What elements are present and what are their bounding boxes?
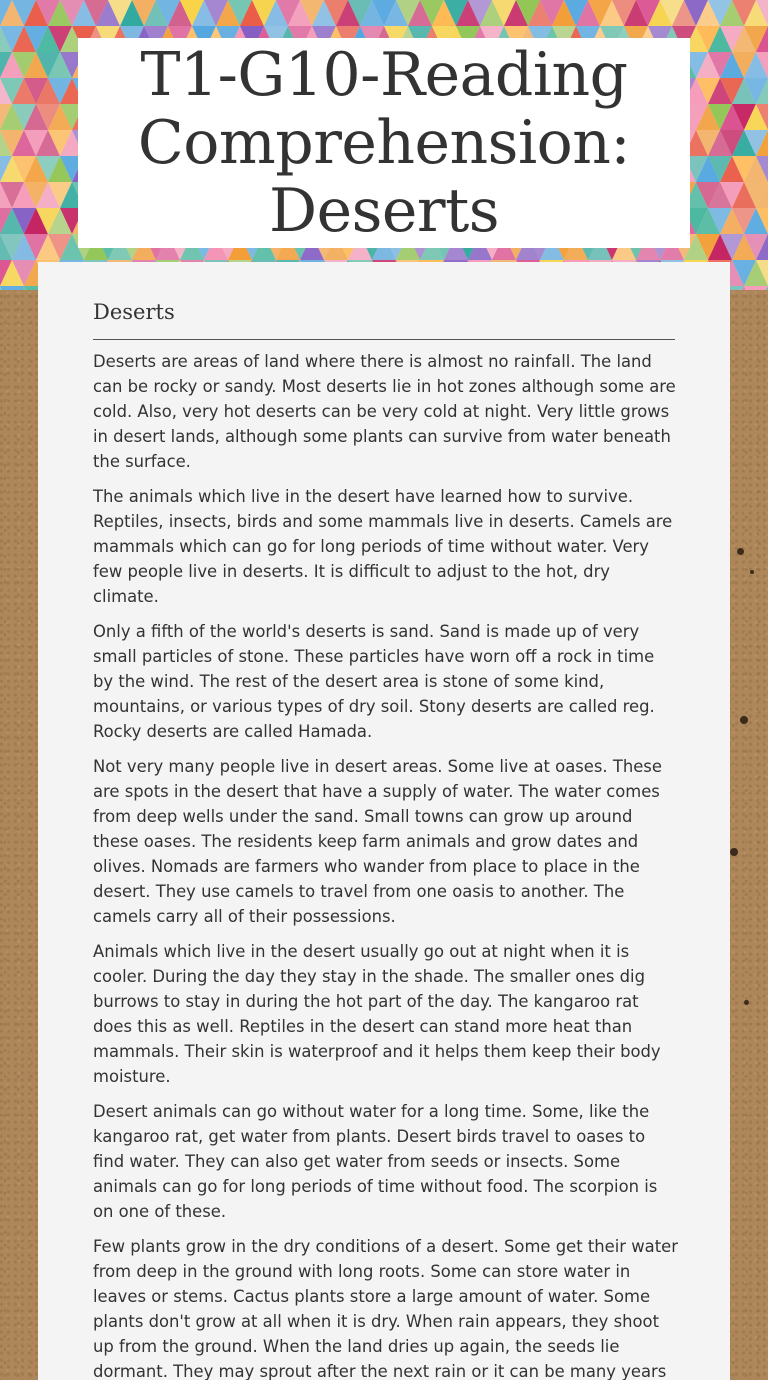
background-speck [744,1000,749,1005]
worksheet-sheet [38,262,730,1380]
passage-paragraph: Deserts are areas of land where there is almost no rainfall. The land can be rocky or sandy. Most deserts lie in hot zones although some are cold. Also, very hot deserts can be very cold at night. Very little grows in desert lands, although some plants can survive from water beneath the surface. [93,352,676,471]
background-speck [737,548,744,555]
background-speck [730,848,738,856]
pattern-triangle [744,286,768,290]
page-title: T1-G10-Reading Comprehension: Deserts [137,40,631,246]
passage-paragraph: Only a fifth of the world's deserts is sand. Sand is made up of very small particles of stone. These particles have worn off a rock in time by the wind. The rest of the desert area is stone of some kind, mountains, or various types of dry soil. Stony deserts are called reg. Rocky deserts are called Hamada. [93,622,655,741]
pattern-triangle [0,286,24,290]
passage-paragraph: The animals which live in the desert have learned how to survive. Reptiles, insects, birds and some mammals live in deserts. Camels are mammals which can go for long periods of time without water. Very few people live in deserts. It is difficult to adjust to the hot, dry climate. [93,487,673,606]
reading-passage [93,349,678,1380]
passage-paragraph: Desert animals can go without water for a long time. Some, like the kangaroo rat, get water from plants. Desert birds travel to oases to find water. They can also get water from seeds or insects. Some animals can go for long periods of time without food. The scorpion is on one of these. [93,1102,658,1221]
title-card [78,38,690,248]
heading-divider [93,339,675,340]
background-speck [740,716,748,724]
section-heading: Deserts [93,300,175,324]
passage-paragraph: Not very many people live in desert areas. Some live at oases. These are spots in the desert that have a supply of water. The water comes from deep wells under the sand. Small towns can grow up around these oases. The residents keep farm animals and grow dates and olives. Nomads are farmers who wander from place to place in the desert. They use camels to travel from one oasis to another. The camels carry all of their possessions. [93,757,662,926]
passage-paragraph: Animals which live in the desert usually go out at night when it is cooler. During the day they stay in the shade. The smaller ones dig burrows to stay in during the hot part of the day. The kangaroo rat does this as well. Reptiles in the desert can stand more heat than mammals. Their skin is waterproof and it helps them keep their body moisture. [93,942,661,1086]
background-speck [750,570,754,574]
passage-paragraph: Few plants grow in the dry conditions of a desert. Some get their water from deep in the ground with long roots. Some can store water in leaves or stems. Cactus plants store a large amount of water. Some plants don't grow at all when it is dry. When rain appears, they shoot up from the ground. When the land dries up again, the seeds lie dormant. They may sprout after the next rain or it can be many years [93,1237,678,1380]
